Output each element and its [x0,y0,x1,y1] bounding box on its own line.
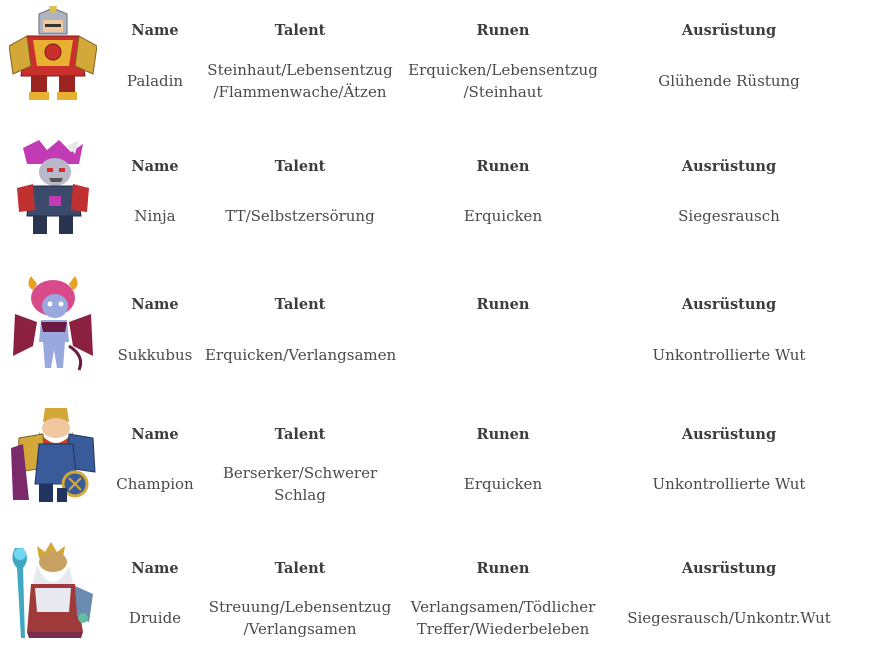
header-talent: Talent [274,22,326,39]
hero-name: Champion [116,475,194,493]
ausruestung-line: Unkontrollierte Wut [652,475,806,493]
sukkubus-portrait [9,276,97,372]
ninja-portrait [9,140,97,236]
header-ausruestung: Ausrüstung [681,22,777,39]
header-talent: Talent [274,296,326,313]
hero-ausruestung [610,70,848,92]
header-runen: Runen [476,158,530,175]
header-name: Name [131,296,179,313]
hero-name: Ninja [134,207,176,225]
ausruestung-line: Unkontrollierte Wut [652,346,806,364]
hero-runen [405,59,601,103]
hero-talent [205,462,395,506]
hero-ausruestung [610,607,848,629]
hero-ausruestung [610,473,848,495]
ausruestung-line: Siegesrausch/Unkontr.Wut [627,609,831,627]
talent-line: Streuung/Lebensentzug [208,598,392,616]
talent-line: /Verlangsamen [243,620,357,638]
runen-line: Treffer/Wiederbeleben [416,620,590,638]
header-ausruestung: Ausrüstung [681,560,777,577]
runen-line: Erquicken [463,475,543,493]
hero-runen [405,596,601,640]
header-name: Name [131,158,179,175]
talent-line: TT/Selbstzersörung [225,207,375,225]
hero-ausruestung [610,205,848,227]
hero-name: Sukkubus [117,346,193,364]
runen-line: Erquicken/Lebensentzug [408,61,598,79]
talent-line: Steinhaut/Lebensentzug [207,61,393,79]
header-runen: Runen [476,22,530,39]
ausruestung-line: Siegesrausch [678,207,780,225]
hero-talent [205,205,395,227]
champion-portrait [9,408,97,504]
header-runen: Runen [476,426,530,443]
runen-line: Erquicken [463,207,543,225]
header-ausruestung: Ausrüstung [681,426,777,443]
header-runen: Runen [476,560,530,577]
druide-portrait [9,542,97,638]
hero-runen [405,205,601,227]
hero-runen [405,473,601,495]
paladin-portrait [9,6,97,102]
hero-talent [205,596,395,640]
hero-name: Druide [128,609,182,627]
header-ausruestung: Ausrüstung [681,296,777,313]
talent-line: Berserker/Schwerer [222,464,378,482]
header-runen: Runen [476,296,530,313]
header-talent: Talent [274,426,326,443]
ausruestung-line: Glühende Rüstung [658,72,800,90]
header-ausruestung: Ausrüstung [681,158,777,175]
header-talent: Talent [274,158,326,175]
runen-line: /Steinhaut [463,83,543,101]
talent-line: Erquicken/Verlangsamen [205,346,397,364]
talent-line: /Flammenwache/Ätzen [213,83,387,101]
talent-line: Schlag [274,486,326,504]
hero-ausruestung [610,344,848,366]
header-name: Name [131,560,179,577]
header-name: Name [131,22,179,39]
hero-talent [205,344,395,366]
runen-line: Verlangsamen/Tödlicher [410,598,596,616]
hero-talent [205,59,395,103]
header-talent: Talent [274,560,326,577]
header-name: Name [131,426,179,443]
hero-name: Paladin [126,72,184,90]
